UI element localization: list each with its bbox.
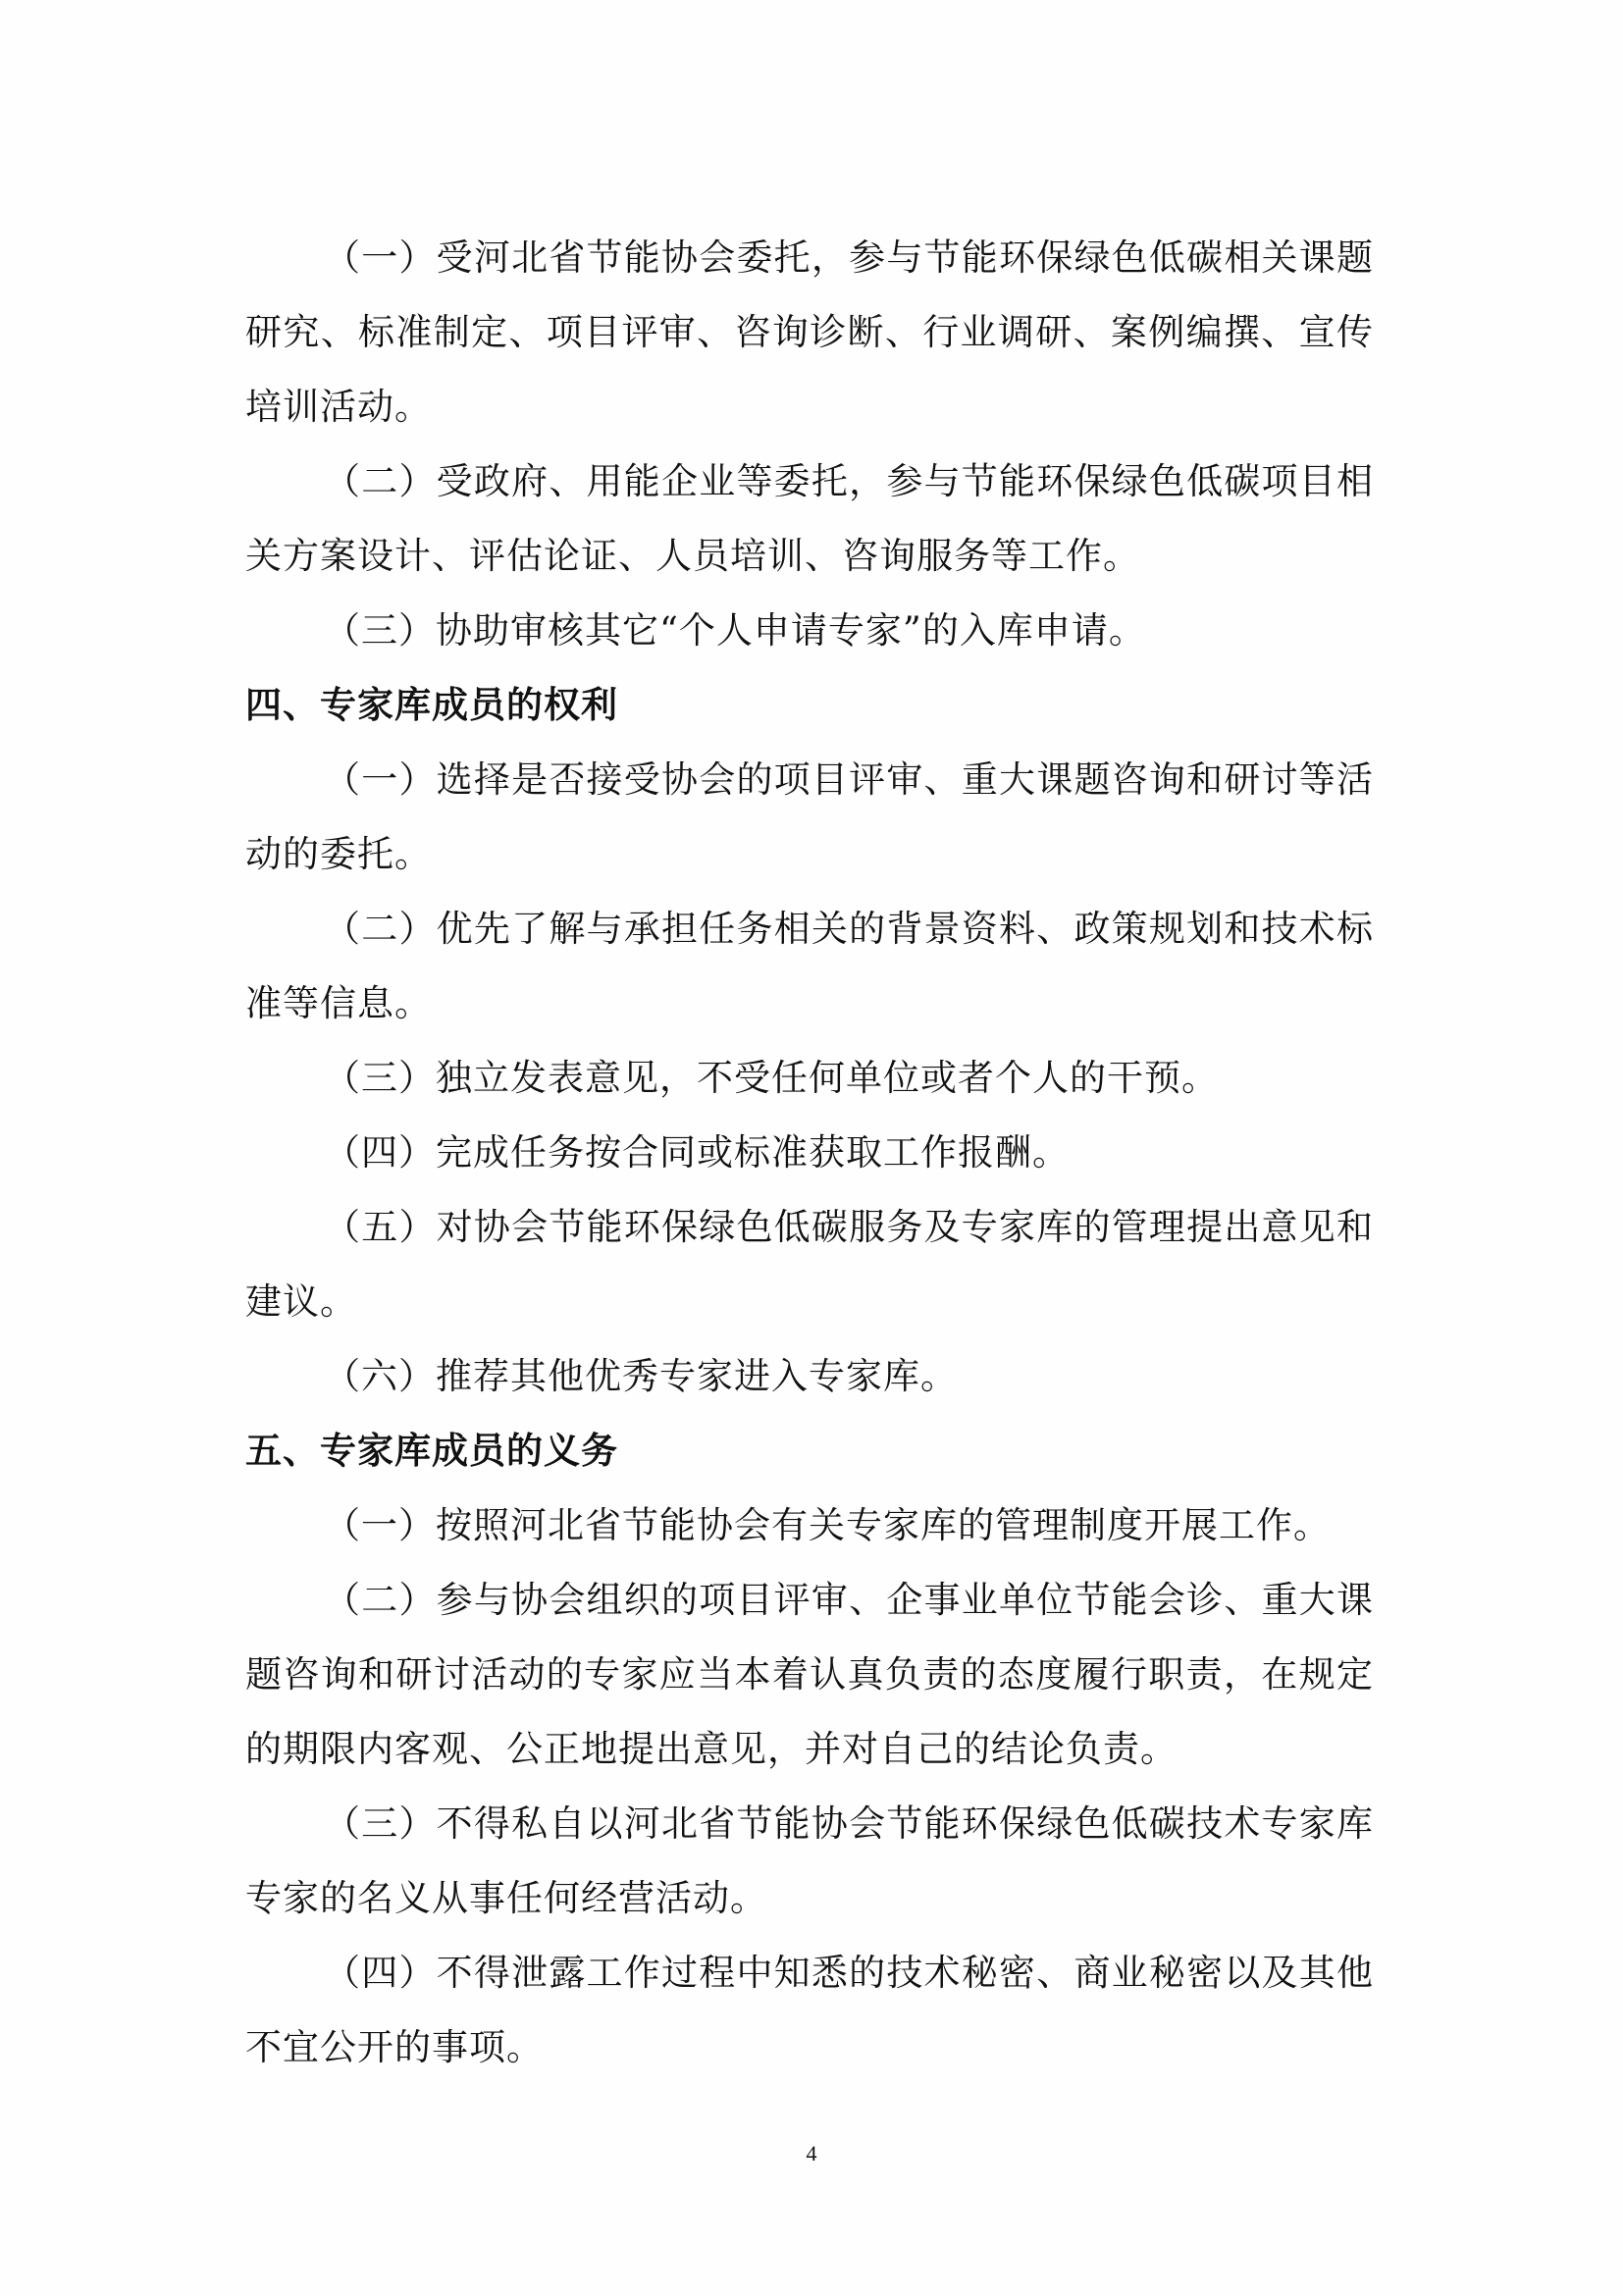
section4-item-2: （二）优先了解与承担任务相关的背景资料、政策规划和技术标准等信息。 [245, 908, 1374, 1024]
section3-item-3: （三）协助审核其它“个人申请专家”的入库申请。 [324, 609, 1146, 652]
section4-heading: 四、专家库成员的权利 [245, 684, 618, 726]
section4-item-6: （六）推荐其他优秀专家进入专家库。 [324, 1355, 958, 1397]
section5-item-2: （二）参与协会组织的项目评审、企事业单位节能会诊、重大课题咨询和研讨活动的专家应当本着认真负责的态度履行职责，在规定的期限内客观、公正地提出意见，并对自己的结论负责。 [245, 1579, 1374, 1770]
section4-item-3: （三）独立发表意见，不受任何单位或者个人的干预。 [324, 1057, 1219, 1099]
section4-item-4: （四）完成任务按合同或标准获取工作报酬。 [324, 1131, 1070, 1174]
section5-item-3: （三）不得私自以河北省节能协会节能环保绿色低碳技术专家库专家的名义从事任何经营活动。 [245, 1802, 1374, 1919]
page-number: 4 [806, 2141, 817, 2166]
section4-item-1: （一）选择是否接受协会的项目评审、重大课题咨询和研讨等活动的委托。 [245, 758, 1374, 875]
section3-item-1: （一）受河北省节能协会委托，参与节能环保绿色低碳相关课题研究、标准制定、项目评审、咨询诊断、行业调研、案例编撰、宣传培训活动。 [245, 236, 1374, 428]
section4-item-5: （五）对协会节能环保绿色低碳服务及专家库的管理提出意见和建议。 [245, 1206, 1374, 1323]
section5-item-1: （一）按照河北省节能协会有关专家库的管理制度开展工作。 [324, 1504, 1331, 1546]
section5-heading: 五、专家库成员的义务 [245, 1430, 618, 1472]
section3-item-2: （二）受政府、用能企业等委托，参与节能环保绿色低碳项目相关方案设计、评估论证、人员培训、咨询服务等工作。 [245, 460, 1374, 577]
document-body [245, 221, 1374, 2085]
section5-item-4: （四）不得泄露工作过程中知悉的技术秘密、商业秘密以及其他不宜公开的事项。 [245, 1952, 1374, 2068]
